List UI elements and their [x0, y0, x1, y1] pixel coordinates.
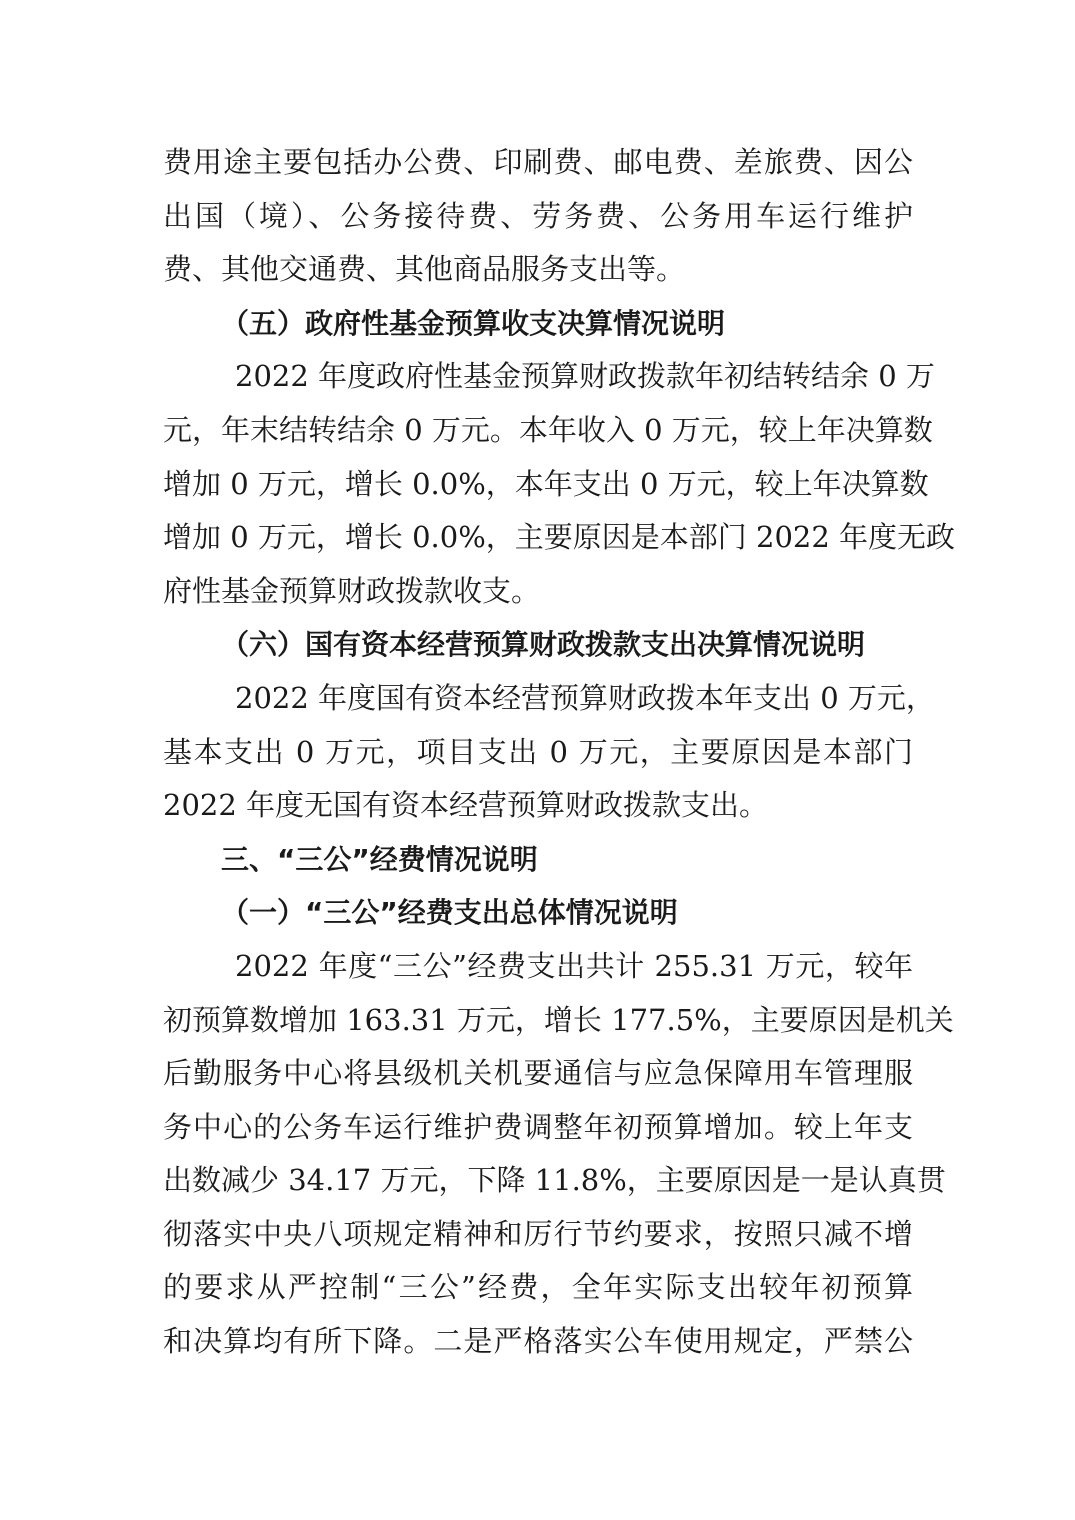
- paragraph-line: 基本支出 0 万元，项目支出 0 万元，主要原因是本部门: [163, 734, 913, 769]
- paragraph-line: 后勤服务中心将县级机关机要通信与应急保障用车管理服: [163, 1056, 913, 1091]
- paragraph-line: 2022 年度国有资本经营预算财政拨本年支出 0 万元，: [235, 680, 935, 715]
- paragraph-line: 元，年末结转结余 0 万元。本年收入 0 万元，较上年决算数: [163, 412, 933, 447]
- subheading-government-fund: （五）政府性基金预算收支决算情况说明: [221, 306, 726, 340]
- paragraph-line: 务中心的公务车运行维护费调整年初预算增加。较上年支: [163, 1109, 913, 1144]
- paragraph-line: 府性基金预算财政拨款收支。: [163, 573, 541, 608]
- paragraph-line: 2022 年度政府性基金预算财政拨款年初结转结余 0 万: [235, 359, 935, 394]
- document-body: [163, 136, 956, 1369]
- paragraph-line: 初预算数增加 163.31 万元，增长 177.5%，主要原因是机关: [163, 1002, 954, 1037]
- paragraph-line: 增加 0 万元，增长 0.0%，主要原因是本部门 2022 年度无政: [163, 520, 956, 555]
- paragraph-line: 费、其他交通费、其他商品服务支出等。: [163, 252, 686, 287]
- paragraph-line: 增加 0 万元，增长 0.0%，本年支出 0 万元，较上年决算数: [163, 466, 929, 501]
- paragraph-line: 2022 年度无国有资本经营预算财政拨款支出。: [163, 788, 769, 823]
- paragraph-line: 彻落实中央八项规定精神和厉行节约要求，按照只减不增: [163, 1216, 913, 1251]
- paragraph-line: 出数减少 34.17 万元，下降 11.8%，主要原因是一是认真贯: [163, 1163, 946, 1198]
- section-heading-three-public: 三、“三公”经费情况说明: [221, 842, 538, 876]
- paragraph-line: 2022 年度“三公”经费支出共计 255.31 万元，较年: [235, 948, 913, 983]
- paragraph-line: 费用途主要包括办公费、印刷费、邮电费、差旅费、因公: [163, 145, 913, 179]
- subheading-state-capital: （六）国有资本经营预算财政拨款支出决算情况说明: [221, 628, 866, 662]
- paragraph-line: 和决算均有所下降。二是严格落实公车使用规定，严禁公: [163, 1324, 913, 1359]
- paragraph-line: 出国（境）、公务接待费、劳务费、公务用车运行维护: [163, 198, 913, 233]
- subheading-three-public-overall: （一）“三公”经费支出总体情况说明: [221, 896, 678, 930]
- paragraph-line: 的要求从严控制“三公”经费，全年实际支出较年初预算: [163, 1270, 913, 1305]
